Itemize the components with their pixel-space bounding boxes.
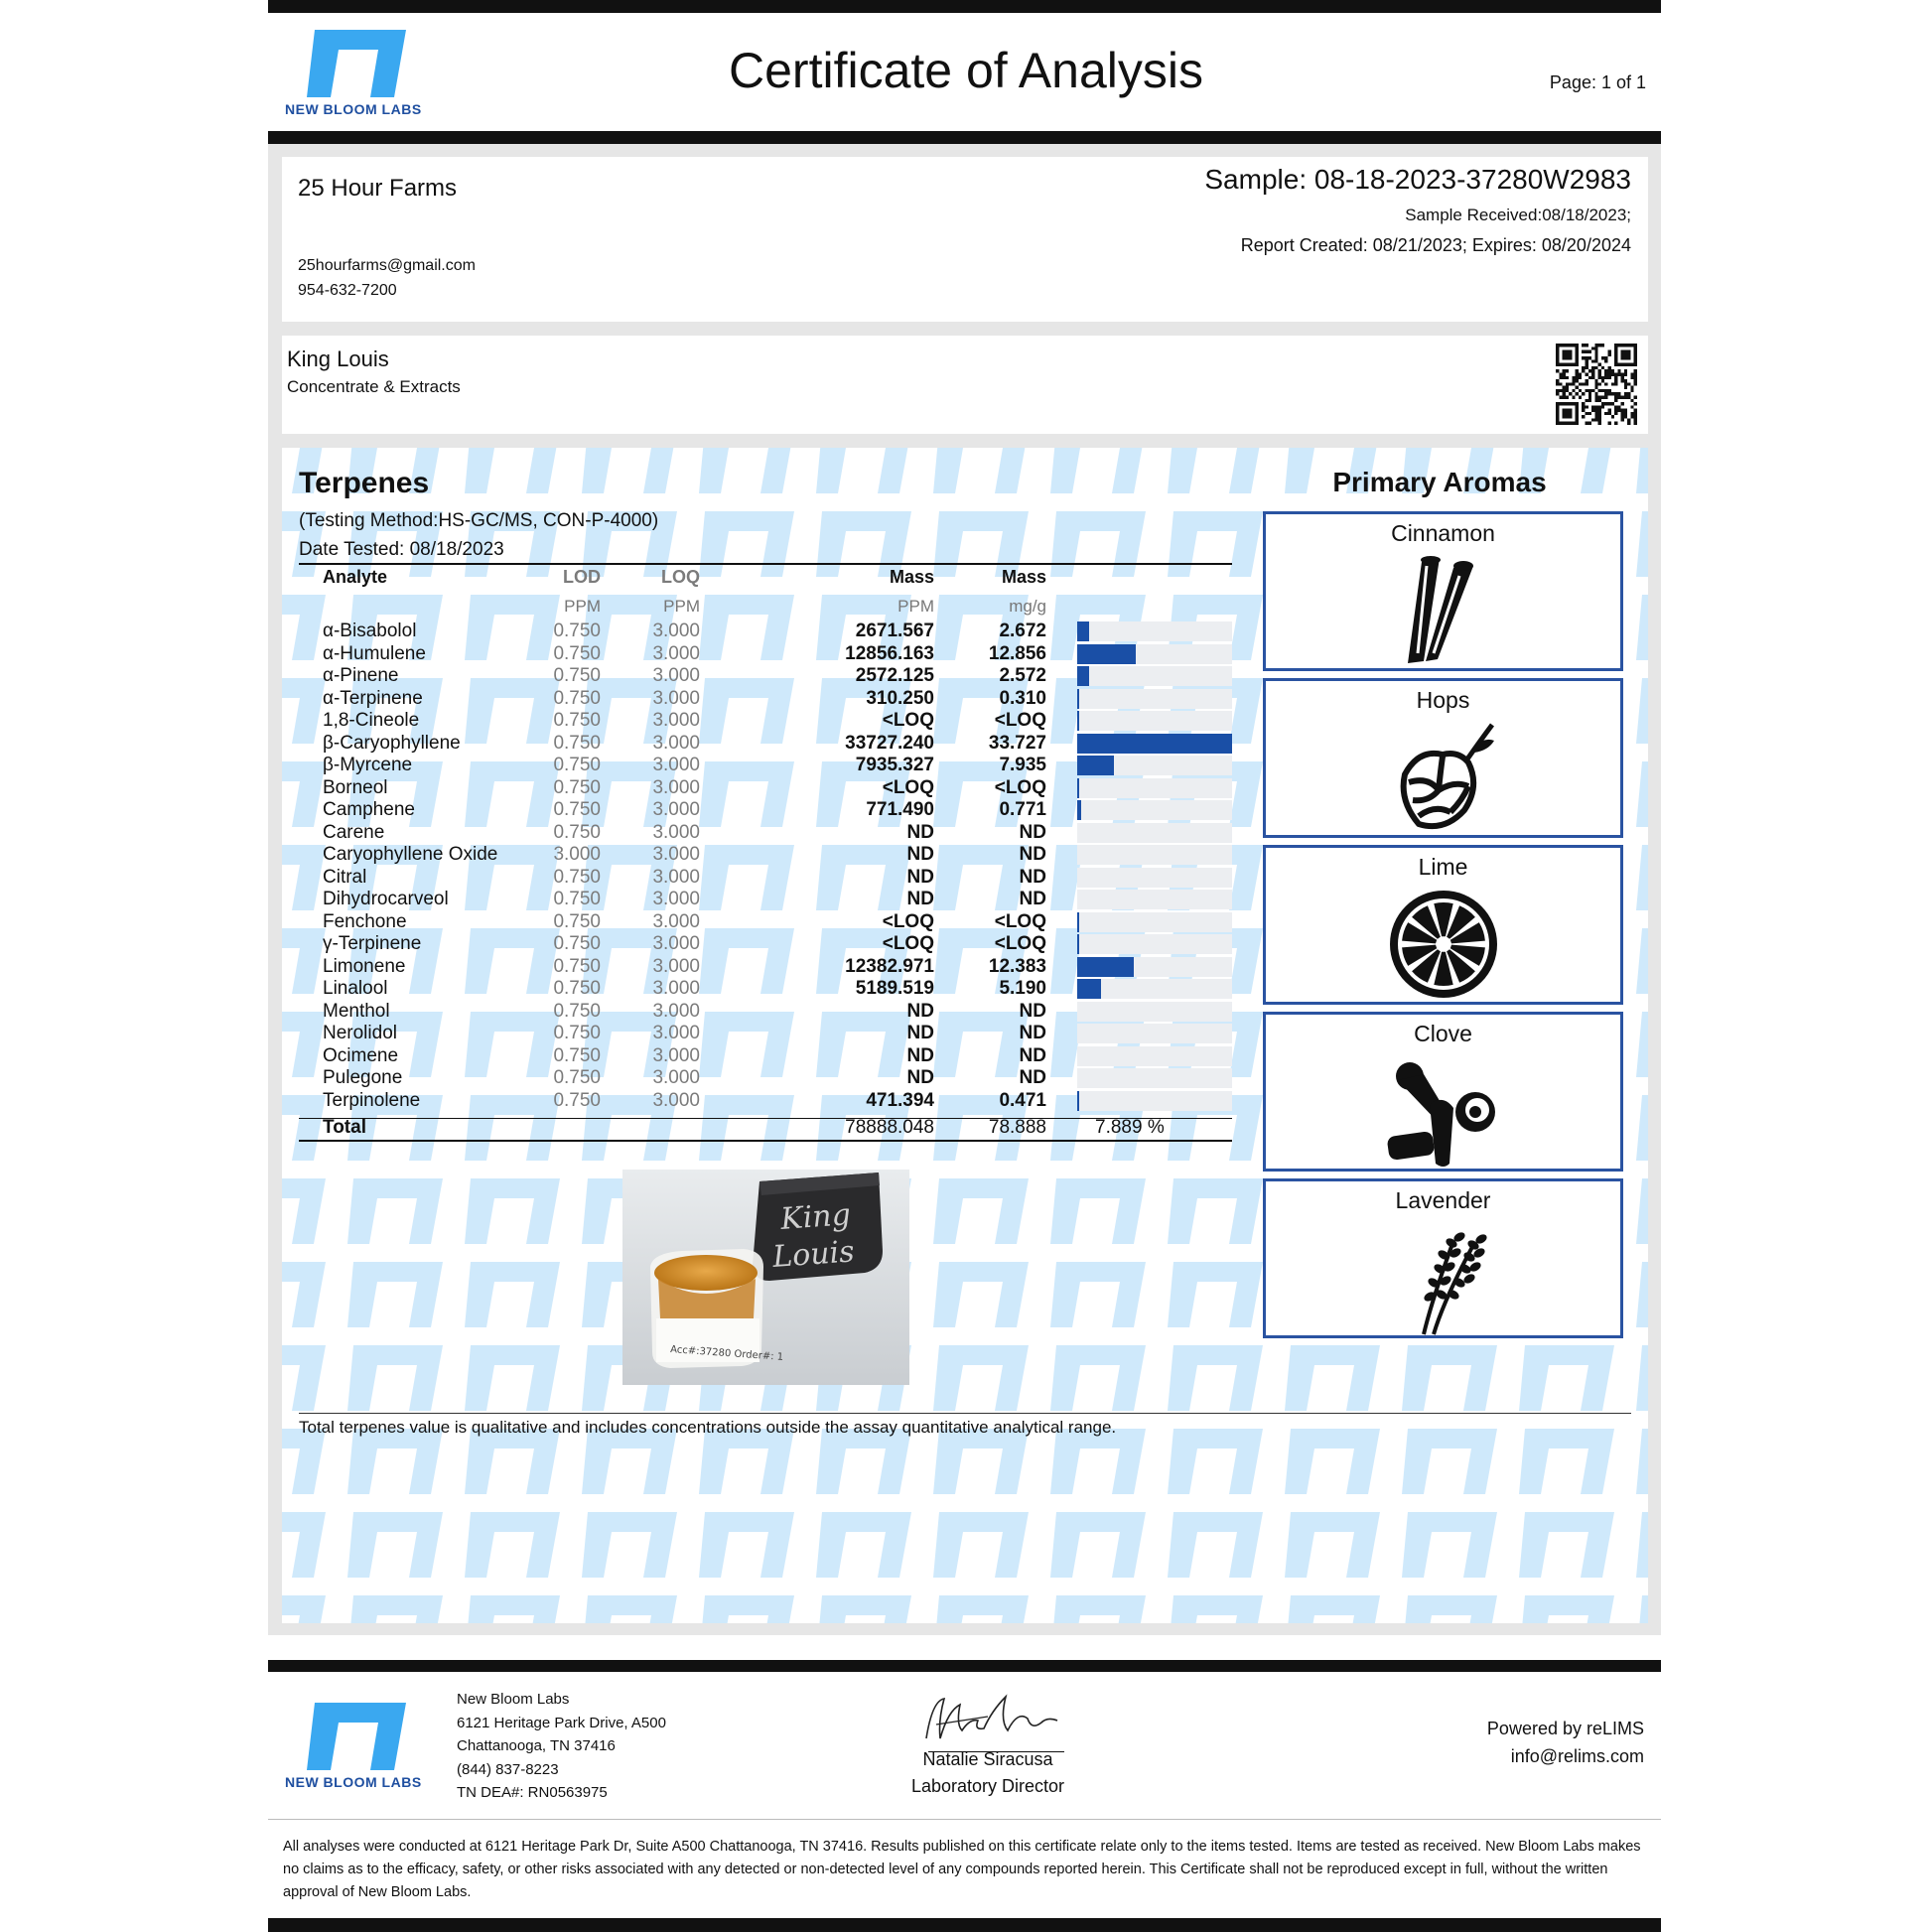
mass-ppm-cell: ND xyxy=(906,866,934,888)
analyte-cell: α-Terpinene xyxy=(323,687,423,709)
hops-icon xyxy=(1389,721,1498,832)
lod-cell: 0.750 xyxy=(553,933,601,954)
new-bloom-labs-logo-icon xyxy=(303,1701,406,1770)
loq-cell: 3.000 xyxy=(652,755,700,775)
loq-cell: 3.000 xyxy=(652,1089,700,1111)
concentration-bar-track xyxy=(1077,868,1232,888)
mass-mg-cell: ND xyxy=(1019,1044,1046,1066)
concentration-bar-track xyxy=(1077,734,1232,754)
lod-cell: 0.750 xyxy=(553,621,601,641)
table-row xyxy=(299,688,1232,710)
concentration-bar xyxy=(1077,979,1101,999)
analyte-cell: Nerolidol xyxy=(323,1023,397,1043)
table-row xyxy=(299,710,1232,732)
concentration-bar-track xyxy=(1077,800,1232,820)
concentration-bar-track xyxy=(1077,1068,1232,1088)
loq-cell: 3.000 xyxy=(652,665,700,686)
table-row xyxy=(299,867,1232,889)
table-row xyxy=(299,1090,1232,1112)
concentration-bar-track xyxy=(1077,778,1232,798)
analyte-cell: Pulegone xyxy=(323,1067,403,1088)
analyte-cell: Caryophyllene Oxide xyxy=(323,844,498,865)
mass-mg-cell: ND xyxy=(1019,844,1046,865)
analyte-cell: Borneol xyxy=(323,776,388,798)
table-top-rule xyxy=(299,563,1232,565)
concentration-bar-track xyxy=(1077,912,1232,932)
loq-cell: 3.000 xyxy=(652,889,700,909)
lod-cell: 0.750 xyxy=(553,710,601,731)
analyte-cell: Dihydrocarveol xyxy=(323,889,449,909)
powered-email[interactable]: info@relims.com xyxy=(1510,1746,1644,1766)
unit-lod: PPM xyxy=(564,597,601,616)
concentration-bar xyxy=(1077,957,1134,977)
mass-ppm-cell: 310.250 xyxy=(866,687,934,709)
product-panel xyxy=(282,336,1648,434)
lod-cell: 0.750 xyxy=(553,1067,601,1088)
table-row xyxy=(299,755,1232,776)
concentration-bar-track xyxy=(1077,979,1232,999)
client-email: 25hourfarms@gmail.com xyxy=(298,257,476,274)
mass-ppm-cell: <LOQ xyxy=(882,933,934,954)
client-phone: 954-632-7200 xyxy=(298,282,397,299)
mass-mg-cell: <LOQ xyxy=(994,933,1046,954)
unit-mass-mg: mg/g xyxy=(1009,597,1046,616)
terpene-note: Total terpenes value is qualitative and includes concentrations outside the assay quantitative analytical range. xyxy=(299,1418,1117,1437)
cinnamon-icon xyxy=(1394,554,1493,665)
mass-mg-cell: 5.190 xyxy=(999,978,1046,999)
qr-code-icon[interactable] xyxy=(1556,344,1637,425)
mass-ppm-cell: 33727.240 xyxy=(845,732,934,754)
concentration-bar-track xyxy=(1077,845,1232,865)
concentration-bar xyxy=(1077,734,1232,754)
mass-mg-cell: <LOQ xyxy=(994,776,1046,798)
mass-mg-cell: <LOQ xyxy=(994,710,1046,731)
jar-label-text: Acc#:37280 Order#: 1 xyxy=(669,1344,784,1363)
analyte-cell: Fenchone xyxy=(323,910,407,932)
mass-mg-cell: ND xyxy=(1019,821,1046,843)
lod-cell: 0.750 xyxy=(553,821,601,843)
aroma-card-lime xyxy=(1263,845,1623,1005)
table-row xyxy=(299,1067,1232,1089)
analyte-cell: γ-Terpinene xyxy=(323,933,422,954)
analyte-cell: α-Bisabolol xyxy=(323,621,417,641)
mass-ppm-cell: ND xyxy=(906,1023,934,1043)
product-name: King Louis xyxy=(287,346,389,371)
loq-cell: 3.000 xyxy=(652,732,700,754)
mass-ppm-cell: 471.394 xyxy=(866,1089,934,1111)
director-name: Natalie Siracusa xyxy=(922,1749,1053,1769)
signature xyxy=(918,1691,1067,1752)
top-rule xyxy=(268,0,1661,13)
mass-mg-cell: 7.935 xyxy=(999,755,1046,775)
concentration-bar xyxy=(1077,711,1079,731)
testing-method: (Testing Method:HS-GC/MS, CON-P-4000) xyxy=(299,510,659,531)
loq-cell: 3.000 xyxy=(652,821,700,843)
mass-mg-cell: 2.672 xyxy=(999,621,1046,641)
concentration-bar xyxy=(1077,644,1136,664)
lab-address-block xyxy=(457,1688,666,1805)
bottom-rule xyxy=(268,1918,1661,1932)
mass-ppm-cell: ND xyxy=(906,889,934,909)
table-row xyxy=(299,733,1232,755)
date-tested: Date Tested: 08/18/2023 xyxy=(299,539,504,560)
loq-cell: 3.000 xyxy=(652,1067,700,1088)
table-row xyxy=(299,956,1232,978)
mass-mg-cell: ND xyxy=(1019,889,1046,909)
loq-cell: 3.000 xyxy=(652,844,700,865)
mass-ppm-cell: <LOQ xyxy=(882,710,934,731)
concentration-bar xyxy=(1077,778,1079,798)
loq-cell: 3.000 xyxy=(652,978,700,999)
page-title: Certificate of Analysis xyxy=(729,43,1203,98)
signature-scribble xyxy=(918,1691,1067,1746)
lod-cell: 0.750 xyxy=(553,1000,601,1022)
powered-by: Powered by reLIMS xyxy=(1486,1719,1644,1738)
analyte-cell: Carene xyxy=(323,821,385,843)
concentration-bar-track xyxy=(1077,711,1232,731)
jar-illustration xyxy=(622,1170,909,1385)
table-row xyxy=(299,978,1232,1000)
loq-cell: 3.000 xyxy=(652,687,700,709)
total-mg: 78.888 xyxy=(988,1117,1046,1138)
table-row xyxy=(299,844,1232,866)
unit-mass-ppm: PPM xyxy=(897,597,934,616)
header-mass-mg: Mass xyxy=(1001,567,1046,587)
note-rule xyxy=(299,1413,1631,1414)
concentration-bar xyxy=(1077,666,1089,686)
mass-ppm-cell: 2572.125 xyxy=(855,665,934,686)
lavender-icon xyxy=(1394,1221,1493,1338)
concentration-bar-track xyxy=(1077,890,1232,909)
mass-mg-cell: 12.383 xyxy=(988,955,1046,977)
header-rule xyxy=(268,131,1661,144)
table-row xyxy=(299,1023,1232,1044)
disclaimer-rule xyxy=(268,1819,1661,1820)
total-label: Total xyxy=(323,1117,366,1138)
mass-ppm-cell: ND xyxy=(906,1044,934,1066)
lod-cell: 0.750 xyxy=(553,978,601,999)
client-name: 25 Hour Farms xyxy=(298,175,458,202)
mass-mg-cell: <LOQ xyxy=(994,910,1046,932)
concentration-bar-track xyxy=(1077,934,1232,954)
footer-logo xyxy=(285,1701,428,1790)
analyte-cell: α-Pinene xyxy=(323,665,399,686)
lod-cell: 0.750 xyxy=(553,866,601,888)
table-row xyxy=(299,822,1232,844)
lod-cell: 0.750 xyxy=(553,732,601,754)
mass-mg-cell: 2.572 xyxy=(999,665,1046,686)
concentration-bar-track xyxy=(1077,1091,1232,1111)
table-row xyxy=(299,799,1232,821)
analyte-cell: Ocimene xyxy=(323,1044,399,1066)
lab-name: New Bloom Labs xyxy=(457,1691,570,1708)
concentration-bar xyxy=(1077,934,1079,954)
loq-cell: 3.000 xyxy=(652,910,700,932)
concentration-bar-track xyxy=(1077,756,1232,775)
mass-mg-cell: 12.856 xyxy=(988,642,1046,664)
lod-cell: 0.750 xyxy=(553,665,601,686)
mass-ppm-cell: ND xyxy=(906,821,934,843)
loq-cell: 3.000 xyxy=(652,642,700,664)
aroma-card-hops xyxy=(1263,678,1623,838)
lid-text-1: King xyxy=(779,1197,852,1237)
clove-icon xyxy=(1384,1054,1503,1172)
table-row xyxy=(299,643,1232,665)
analyte-cell: Camphene xyxy=(323,799,415,820)
mass-mg-cell: 0.771 xyxy=(999,799,1046,820)
analyte-cell: 1,8-Cineole xyxy=(323,710,420,731)
mass-mg-cell: 33.727 xyxy=(988,732,1046,754)
mass-ppm-cell: 5189.519 xyxy=(855,978,934,999)
loq-cell: 3.000 xyxy=(652,799,700,820)
lod-cell: 0.750 xyxy=(553,955,601,977)
analyte-cell: β-Myrcene xyxy=(323,755,413,775)
concentration-bar xyxy=(1077,1091,1079,1111)
aromas-title: Primary Aromas xyxy=(1332,467,1547,497)
lod-cell: 3.000 xyxy=(553,844,601,865)
concentration-bar-track xyxy=(1077,823,1232,843)
product-photo xyxy=(622,1170,909,1385)
aroma-label: Clove xyxy=(1414,1021,1472,1046)
aroma-label: Lime xyxy=(1418,854,1468,880)
analyte-cell: Linalool xyxy=(323,978,388,999)
analyte-cell: Limonene xyxy=(323,955,406,977)
lod-cell: 0.750 xyxy=(553,1023,601,1043)
logo-text: NEW BLOOM LABS xyxy=(285,1774,422,1790)
concentration-bar xyxy=(1077,912,1079,932)
concentration-bar-track xyxy=(1077,1002,1232,1022)
mass-mg-cell: 0.310 xyxy=(999,687,1046,709)
table-bottom-rule xyxy=(299,1140,1232,1142)
mass-ppm-cell: 12382.971 xyxy=(845,955,934,977)
loq-cell: 3.000 xyxy=(652,933,700,954)
lid-text-2: Louis xyxy=(771,1234,856,1275)
mass-ppm-cell: 2671.567 xyxy=(855,621,934,641)
lod-cell: 0.750 xyxy=(553,776,601,798)
table-row xyxy=(299,665,1232,687)
analyte-cell: Menthol xyxy=(323,1000,390,1022)
disclaimer: All analyses were conducted at 6121 Heritage Park Dr, Suite A500 Chattanooga, TN 37416. Results published on this certificate relate only to the items tested. Items are tested as received. New Bloom Labs makes no claims as to the efficacy, safety, or other risks associated with any detected or non-detected level of any compounds reported herein. This Certificate shall not be reproduced except in full, without the written approval of New Bloom Labs. xyxy=(283,1839,1641,1900)
lab-dea: TN DEA#: RN0563975 xyxy=(457,1784,608,1801)
concentration-bar-track xyxy=(1077,957,1232,977)
concentration-bar xyxy=(1077,689,1079,709)
lod-cell: 0.750 xyxy=(553,910,601,932)
aroma-card-clove xyxy=(1263,1012,1623,1172)
mass-ppm-cell: ND xyxy=(906,1000,934,1022)
aroma-label: Lavender xyxy=(1395,1187,1491,1213)
table-row xyxy=(299,911,1232,933)
total-percent: 7.889 % xyxy=(1095,1117,1165,1138)
page-number: Page: 1 of 1 xyxy=(1549,72,1646,92)
lod-cell: 0.750 xyxy=(553,1044,601,1066)
concentration-bar-track xyxy=(1077,621,1232,641)
analyte-cell: α-Humulene xyxy=(323,642,426,664)
mass-mg-cell: ND xyxy=(1019,866,1046,888)
concentration-bar xyxy=(1077,621,1089,641)
table-row xyxy=(299,777,1232,799)
total-row xyxy=(299,1116,1232,1140)
unit-loq: PPM xyxy=(663,597,700,616)
loq-cell: 3.000 xyxy=(652,1023,700,1043)
mass-mg-cell: 0.471 xyxy=(999,1089,1046,1111)
mass-ppm-cell: <LOQ xyxy=(882,776,934,798)
loq-cell: 3.000 xyxy=(652,621,700,641)
section-title: Terpenes xyxy=(299,467,430,499)
lime-icon xyxy=(1387,888,1500,1001)
concentration-bar-track xyxy=(1077,644,1232,664)
header-mass-ppm: Mass xyxy=(889,567,934,587)
mass-ppm-cell: 7935.327 xyxy=(855,755,934,775)
aroma-card-cinnamon xyxy=(1263,511,1623,671)
lod-cell: 0.750 xyxy=(553,799,601,820)
sample-received: Sample Received:08/18/2023; xyxy=(1405,206,1631,224)
mass-mg-cell: ND xyxy=(1019,1000,1046,1022)
loq-cell: 3.000 xyxy=(652,710,700,731)
lab-address-line1: 6121 Heritage Park Drive, A500 xyxy=(457,1714,666,1731)
loq-cell: 3.000 xyxy=(652,866,700,888)
table-row xyxy=(299,1001,1232,1023)
lod-cell: 0.750 xyxy=(553,642,601,664)
mass-mg-cell: ND xyxy=(1019,1023,1046,1043)
loq-cell: 3.000 xyxy=(652,1044,700,1066)
lab-phone: (844) 837-8223 xyxy=(457,1760,559,1778)
table-row xyxy=(299,621,1232,642)
report-dates: Report Created: 08/21/2023; Expires: 08/20/2024 xyxy=(1240,235,1631,255)
director-title: Laboratory Director xyxy=(910,1776,1065,1796)
table-row xyxy=(299,889,1232,910)
analyte-cell: Terpinolene xyxy=(323,1089,421,1111)
header-lod: LOD xyxy=(563,567,601,587)
mass-ppm-cell: ND xyxy=(906,1067,934,1088)
concentration-bar-track xyxy=(1077,1024,1232,1043)
table-row xyxy=(299,933,1232,955)
concentration-bar xyxy=(1077,800,1081,820)
mass-mg-cell: ND xyxy=(1019,1067,1046,1088)
aroma-label: Cinnamon xyxy=(1391,520,1495,546)
lod-cell: 0.750 xyxy=(553,687,601,709)
aroma-label: Hops xyxy=(1416,687,1470,713)
header-loq: LOQ xyxy=(661,567,700,587)
concentration-bar-track xyxy=(1077,666,1232,686)
mass-ppm-cell: 771.490 xyxy=(866,799,934,820)
loq-cell: 3.000 xyxy=(652,776,700,798)
concentration-bar-track xyxy=(1077,689,1232,709)
lod-cell: 0.750 xyxy=(553,1089,601,1111)
lod-cell: 0.750 xyxy=(553,755,601,775)
total-ppm: 78888.048 xyxy=(845,1117,934,1138)
logo-text: NEW BLOOM LABS xyxy=(285,101,422,117)
table-row xyxy=(299,1045,1232,1067)
mass-ppm-cell: ND xyxy=(906,844,934,865)
concentration-bar xyxy=(1077,756,1114,775)
footer-rule xyxy=(268,1660,1661,1672)
loq-cell: 3.000 xyxy=(652,955,700,977)
concentration-bar-track xyxy=(1077,1046,1232,1066)
header-analyte: Analyte xyxy=(323,567,388,587)
mass-ppm-cell: <LOQ xyxy=(882,910,934,932)
aroma-card-lavender xyxy=(1263,1178,1623,1338)
lod-cell: 0.750 xyxy=(553,889,601,909)
analyte-cell: β-Caryophyllene xyxy=(323,732,461,754)
lab-address-line2: Chattanooga, TN 37416 xyxy=(457,1737,616,1754)
mass-ppm-cell: 12856.163 xyxy=(845,642,934,664)
product-type: Concentrate & Extracts xyxy=(287,377,461,396)
loq-cell: 3.000 xyxy=(652,1000,700,1022)
sample-id: Sample: 08-18-2023-37280W2983 xyxy=(1204,164,1631,195)
analyte-cell: Citral xyxy=(323,866,367,888)
